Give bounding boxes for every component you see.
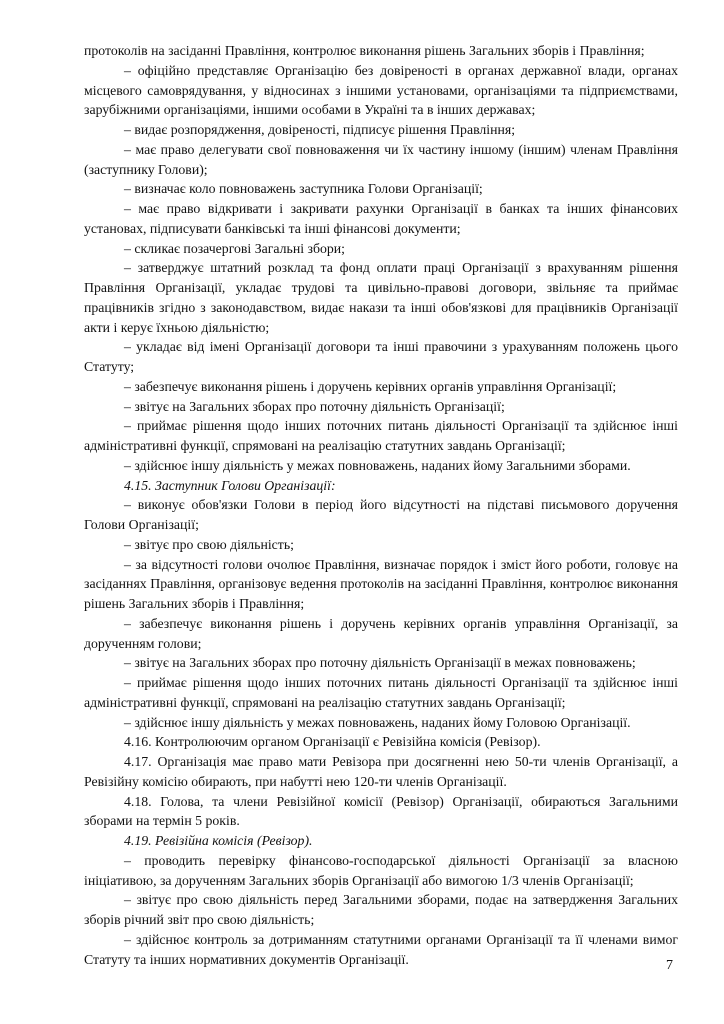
paragraph: – проводить перевірку фінансово-господарської діяльності Організації за власною ініціативою, за дорученням Загальних зборів Організації або вимогою 1/3 членів Організації; xyxy=(84,852,678,888)
paragraph: – забезпечує виконання рішень і доручень керівних органів управління Організації; xyxy=(124,378,617,394)
paragraph: – звітує про свою діяльність; xyxy=(124,536,294,552)
paragraph: – звітує на Загальних зборах про поточну діяльність Організації; xyxy=(124,398,505,414)
paragraph: 4.16. Контролюючим органом Організації є Ревізійна комісія (Ревізор). xyxy=(124,734,541,750)
paragraph: – затверджує штатний розклад та фонд оплати праці Організації з врахуванням рішення Правління Організації, укладає трудові та цивільно-правові договори, звільняє та приймає працівників згідно з законодавством, видає накази та інші обов'язкові для працівників Організації акти і керує їхньою діяльністю; xyxy=(84,260,678,335)
paragraph: – здійснює іншу діяльність у межах повноважень, наданих йому Загальними зборами. xyxy=(124,457,631,473)
paragraph: – має право делегувати свої повноваження чи їх частину іншому (іншим) членам Правління (заступнику Голови); xyxy=(84,141,678,177)
paragraph: – звітує на Загальних зборах про поточну діяльність Організації в межах повноважень; xyxy=(124,655,636,671)
paragraph: протоколів на засіданні Правління, контролює виконання рішень Загальних зборів і Правління; xyxy=(84,43,645,58)
paragraph: – звітує про свою діяльність перед Загальними зборами, подає на затвердження Загальних зборів річний звіт про свою діяльність; xyxy=(84,892,678,927)
paragraph: – укладає від імені Організації договори та інші правочини з урахуванням положень цього Статуту; xyxy=(84,339,678,374)
paragraph: – скликає позачергові Загальні збори; xyxy=(124,240,345,256)
paragraph: – забезпечує виконання рішень і доручень керівних органів управління Організації, за дорученням голови; xyxy=(84,615,678,651)
paragraph: – виконує обов'язки Голови в період його відсутності на підставі письмового доручення Голови Організації; xyxy=(84,497,678,532)
section-heading: 4.19. Ревізійна комісія (Ревізор). xyxy=(124,833,313,848)
paragraph: 4.17. Організація має право мати Ревізора при досягненні нею 50-ти членів Організації, а Ревізійну комісію обирають, при набутті нею 120-ти членів Організації. xyxy=(84,754,678,789)
paragraph: – приймає рішення щодо інших поточних питань діяльності Організації та здійснює інші адміністративні функції, спрямовані на реалізацію статутних завдань Організації; xyxy=(84,418,678,453)
section-heading: 4.15. Заступник Голови Організації: xyxy=(124,477,336,493)
paragraph: – приймає рішення щодо інших поточних питань діяльності Організації та здійснює інші адміністративні функції, спрямовані на реалізацію статутних завдань Організації; xyxy=(84,675,678,710)
paragraph: – визначає коло повноважень заступника Голови Організації; xyxy=(124,181,483,197)
paragraph: – за відсутності голови очолює Правління, визначає порядок і зміст його роботи, головує на засіданнях Правління, організовує ведення протоколів на засіданні Правління, контролює виконання рішень Загальних зборів і Правління; xyxy=(84,556,678,611)
document-body xyxy=(84,41,678,969)
paragraph: – офіційно представляє Організацію без довіреності в органах державної влади, органах місцевого самоврядування, у відносинах з іншими установами, організаціями та підприємствами, зарубіжними організаціями, іншими особами в Україні та в інших державах; xyxy=(84,62,678,118)
paragraph: 4.18. Голова, та члени Ревізійної комісії (Ревізор) Організації, обираються Загальними зборами на термін 5 років. xyxy=(84,793,678,829)
page-number: 7 xyxy=(666,958,673,973)
paragraph: – має право відкривати і закривати рахунки Організації в банках та інших фінансових установах, підписувати банківські та інші фінансові документи; xyxy=(84,201,678,236)
paragraph: – здійснює іншу діяльність у межах повноважень, наданих йому Головою Організації. xyxy=(124,714,631,730)
paragraph: – видає розпорядження, довіреності, підписує рішення Правління; xyxy=(124,122,516,137)
paragraph: – здійснює контроль за дотриманням статутними органами Організації та її членами вимог Статуту та інших нормативних документів Організації. xyxy=(84,931,678,967)
